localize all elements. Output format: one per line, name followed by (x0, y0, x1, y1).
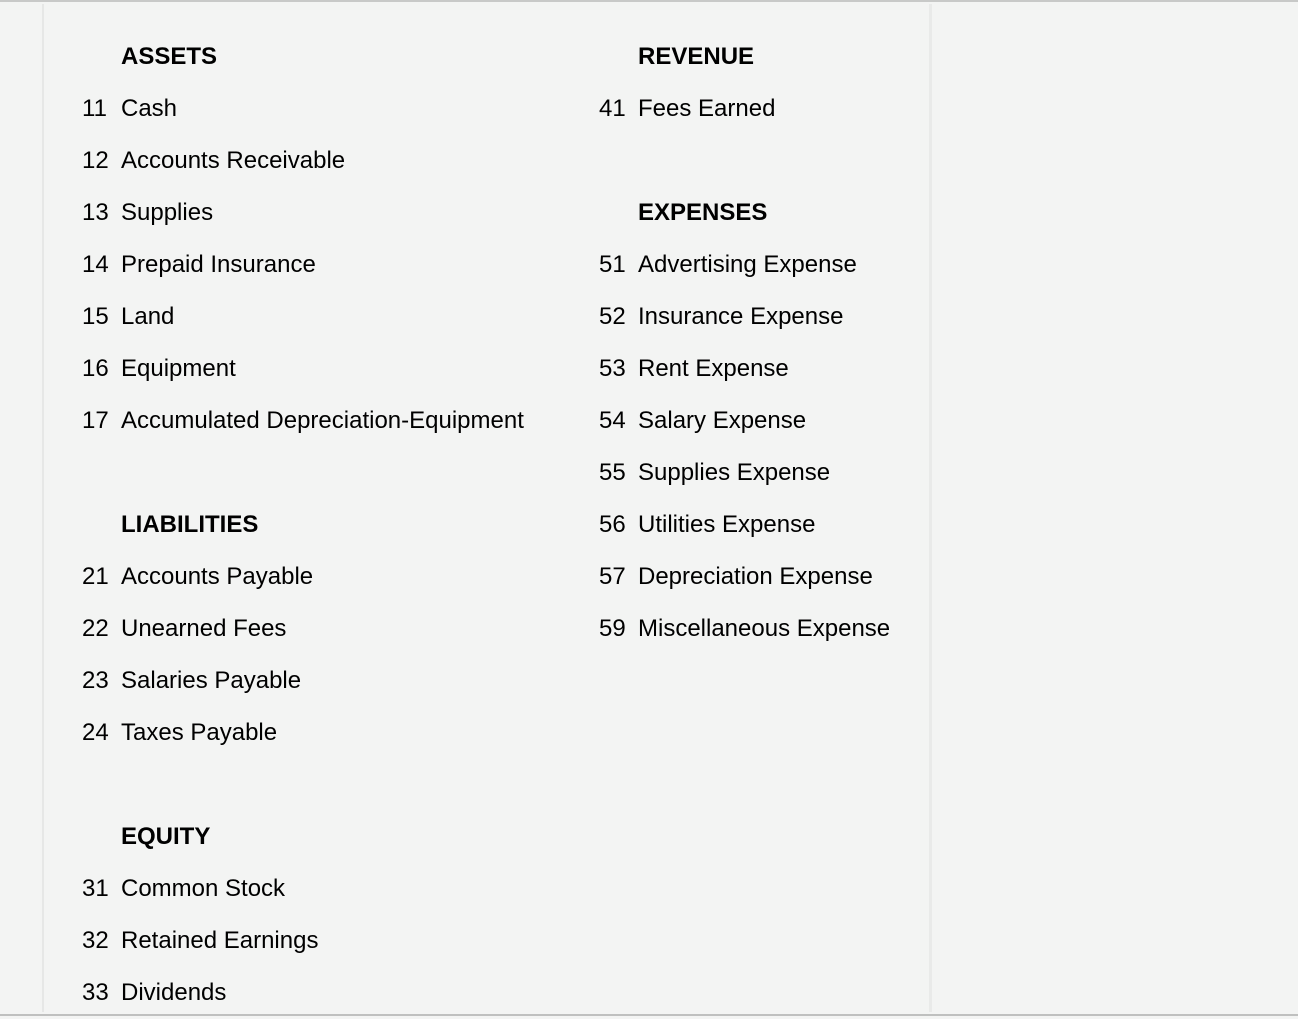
account-name: Supplies Expense (638, 459, 831, 486)
account-name: Retained Earnings (121, 927, 319, 954)
account-number: 32 (82, 927, 109, 954)
account-row-54 (599, 395, 919, 447)
account-name: Advertising Expense (638, 251, 857, 278)
account-row-53 (599, 343, 919, 395)
section-spacer (599, 135, 919, 187)
account-row-59 (599, 603, 919, 655)
account-number: 53 (599, 355, 626, 382)
account-name: Supplies (121, 199, 214, 226)
account-name: Insurance Expense (638, 303, 844, 330)
account-row-15 (82, 291, 562, 343)
account-number: 22 (82, 615, 109, 642)
account-row-11 (82, 83, 562, 135)
account-row-32 (82, 915, 562, 967)
account-row-41 (599, 83, 919, 135)
account-row-33 (82, 967, 562, 1019)
account-number: 52 (599, 303, 626, 330)
account-name: Dividends (121, 979, 227, 1006)
left-divider (42, 4, 44, 1012)
account-row-23 (82, 655, 562, 707)
account-number: 41 (599, 95, 626, 122)
account-row-17 (82, 395, 562, 447)
account-number: 14 (82, 251, 109, 278)
account-number: 12 (82, 147, 109, 174)
account-number: 16 (82, 355, 109, 382)
account-name: Accumulated Depreciation-Equipment (121, 407, 524, 434)
account-row-16 (82, 343, 562, 395)
account-number: 57 (599, 563, 626, 590)
account-number: 51 (599, 251, 626, 278)
account-number: 55 (599, 459, 626, 486)
account-row-56 (599, 499, 919, 551)
account-name: Salary Expense (638, 407, 807, 434)
account-name: Accounts Payable (121, 563, 314, 590)
account-number: 59 (599, 615, 626, 642)
section-spacer (82, 447, 562, 499)
account-row-51 (599, 239, 919, 291)
account-row-22 (82, 603, 562, 655)
revenue-heading: REVENUE (638, 43, 755, 70)
account-name: Cash (121, 95, 178, 122)
account-row-57 (599, 551, 919, 603)
account-row-24 (82, 707, 562, 759)
account-row-14 (82, 239, 562, 291)
assets-heading: ASSETS (121, 43, 218, 70)
account-number: 56 (599, 511, 626, 538)
account-number: 21 (82, 563, 109, 590)
liabilities-heading: LIABILITIES (121, 511, 259, 538)
account-number: 54 (599, 407, 626, 434)
account-name: Unearned Fees (121, 615, 287, 642)
equity-heading: EQUITY (121, 823, 211, 850)
account-number: 11 (82, 95, 107, 122)
account-number: 23 (82, 667, 109, 694)
account-name: Land (121, 303, 175, 330)
account-number: 13 (82, 199, 109, 226)
account-name: Prepaid Insurance (121, 251, 316, 278)
account-row-13 (82, 187, 562, 239)
account-name: Depreciation Expense (638, 563, 873, 590)
account-name: Taxes Payable (121, 719, 278, 746)
account-number: 15 (82, 303, 109, 330)
account-name: Common Stock (121, 875, 286, 902)
account-number: 31 (82, 875, 109, 902)
account-name: Miscellaneous Expense (638, 615, 891, 642)
account-number: 17 (82, 407, 109, 434)
account-row-21 (82, 551, 562, 603)
account-row-52 (599, 291, 919, 343)
expenses-heading: EXPENSES (638, 199, 768, 226)
account-number: 33 (82, 979, 109, 1006)
account-name: Fees Earned (638, 95, 776, 122)
account-name: Salaries Payable (121, 667, 302, 694)
account-name: Rent Expense (638, 355, 789, 382)
section-spacer (82, 759, 562, 811)
left-column (82, 31, 562, 1019)
right-divider (929, 4, 932, 1012)
account-number: 24 (82, 719, 109, 746)
account-name: Utilities Expense (638, 511, 816, 538)
account-name: Accounts Receivable (121, 147, 346, 174)
account-row-31 (82, 863, 562, 915)
account-name: Equipment (121, 355, 236, 382)
right-column (599, 31, 919, 655)
account-row-12 (82, 135, 562, 187)
account-row-55 (599, 447, 919, 499)
